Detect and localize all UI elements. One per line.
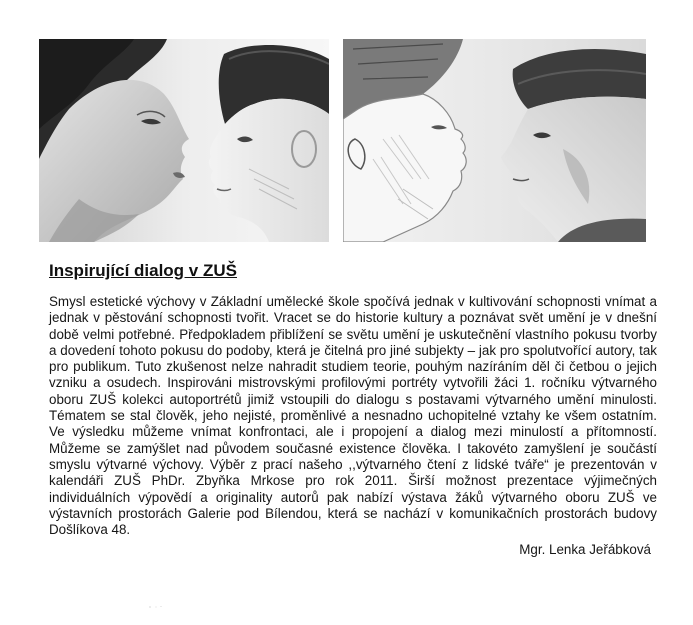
portrait-pair-right — [343, 39, 646, 242]
panel-gap — [329, 39, 343, 242]
scan-artifact — [148, 604, 168, 610]
portrait-pair-right-drawing — [343, 39, 646, 242]
article — [49, 260, 657, 558]
article-body: Smysl estetické výchovy v Základní umělecké škole spočívá jednak v kultivování schopnosti vnímat a jednak v pěstování schopnosti tvořit. Vracet se do historie kultury a poznávat svět umění je v dnešní době velmi potřebné. Předpokladem přiblížení se světu umění je uskutečnění vlastního pokusu tvorby a dovedení tohoto pokusu do podoby, která je čitelná pro jiné subjekty – jak pro spolutvořící autory, tak pro publikum. Tuto zkušenost nelze nahradit studiem teorie, pouhým nazíráním děl či četbou o jejich vzniku a osudech. Inspirováni mistrovskými profilovými portréty vytvořili žáci 1. ročníku výtvarného oboru ZUŠ kolekci autoportrétů jimiž vstoupili do dialogu s postavami výtvarného umění minulosti. Tématem se stal člověk, jeho nejisté, proměnlivé a nesnadno uchopitelné vztahy ke všem ostatním. Ve výsledku můžeme vnímat konfrontaci, ale i propojení a dialog mezi minulostí a přítomností. Můžeme se zamýšlet nad původem současné existence člověka. I takovéto zamyšlení je součástí smyslu výtvarné výchovy. Výběr z prací našeho ,,výtvarného čtení z lidské tváře“ je prezentován v kalendáři ZUŠ PhDr. Zbyňka Mrkose pro rok 2011. Širší možnost prezentace výjimečných individuálních výpovědí a originality autorů pak nabízí výstava žáků výtvarného oboru ZUŠ ve výstavních prostorách Galerie pod Bílendou, která se nachází v komunikačních prostorách budovy Došlíkova 48. — [49, 294, 657, 538]
illustration-strip — [39, 39, 646, 242]
article-title: Inspirující dialog v ZUŠ — [49, 261, 237, 280]
article-author: Mgr. Lenka Jeřábková — [519, 542, 651, 558]
portrait-pair-left — [39, 39, 329, 242]
portrait-pair-left-drawing — [39, 39, 329, 242]
